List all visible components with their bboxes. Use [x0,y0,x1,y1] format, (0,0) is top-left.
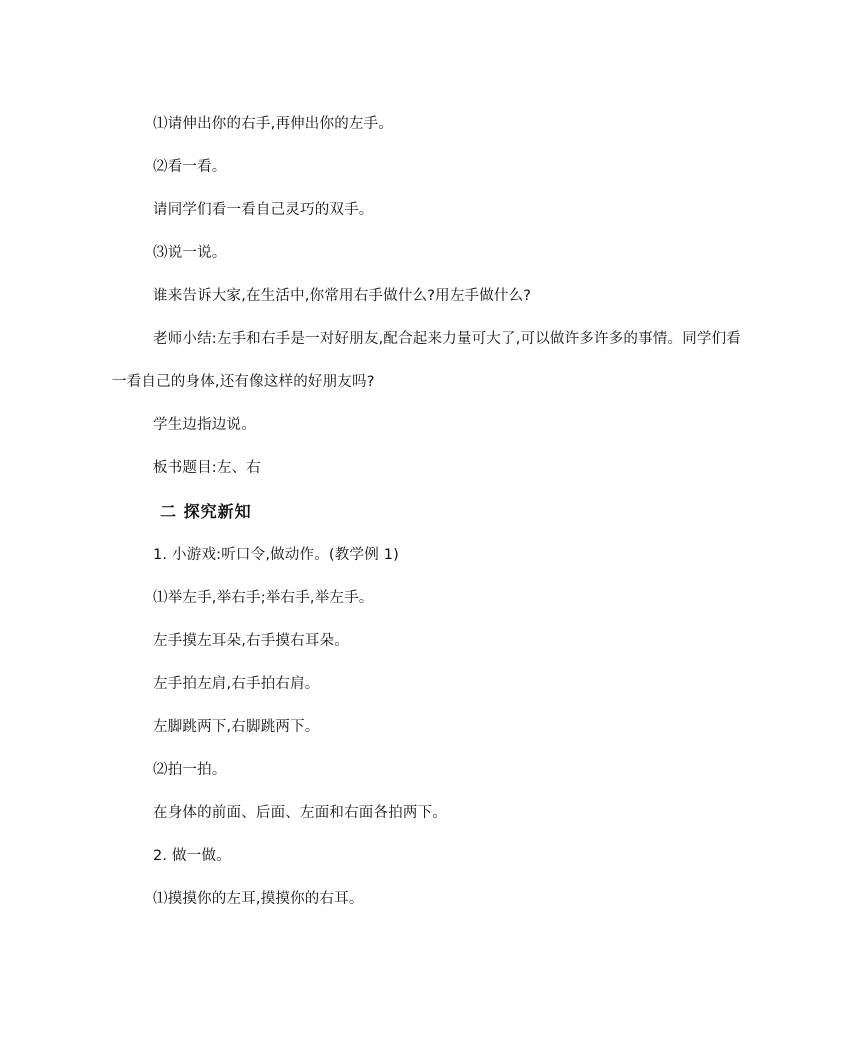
paragraph-14: ⑵拍一拍。 [153,762,227,778]
paragraph-6-line-1: 老师小结:左手和右手是一对好朋友,配合起来力量可大了,可以做许多许多的事情。同学们看 [153,331,741,347]
paragraph-1: ⑴请伸出你的右手,再伸出你的左手。 [153,116,394,132]
paragraph-3: 请同学们看一看自己灵巧的双手。 [153,202,374,218]
paragraph-15: 在身体的前面、后面、左面和右面各拍两下。 [153,805,447,821]
paragraph-12: 左手拍左肩,右手拍右肩。 [153,676,320,692]
paragraph-2: ⑵看一看。 [153,159,227,175]
paragraph-13: 左脚跳两下,右脚跳两下。 [153,719,320,735]
section-heading: 二 探究新知 [160,502,252,521]
paragraph-8: 板书题目:左、右 [153,460,261,476]
paragraph-6-line-2: 一看自己的身体,还有像这样的好朋友吗? [112,374,375,390]
paragraph-10: ⑴举左手,举右手;举右手,举左手。 [153,590,374,606]
paragraph-4: ⑶说一说。 [153,245,227,261]
paragraph-16: 2. 做一做。 [153,848,231,864]
paragraph-17: ⑴摸摸你的左耳,摸摸你的右耳。 [153,891,364,907]
paragraph-7: 学生边指边说。 [153,417,256,433]
paragraph-9: 1. 小游戏:听口令,做动作。(教学例 1) [153,547,399,563]
paragraph-5: 谁来告诉大家,在生活中,你常用右手做什么?用左手做什么? [153,288,532,304]
paragraph-11: 左手摸左耳朵,右手摸右耳朵。 [153,633,349,649]
